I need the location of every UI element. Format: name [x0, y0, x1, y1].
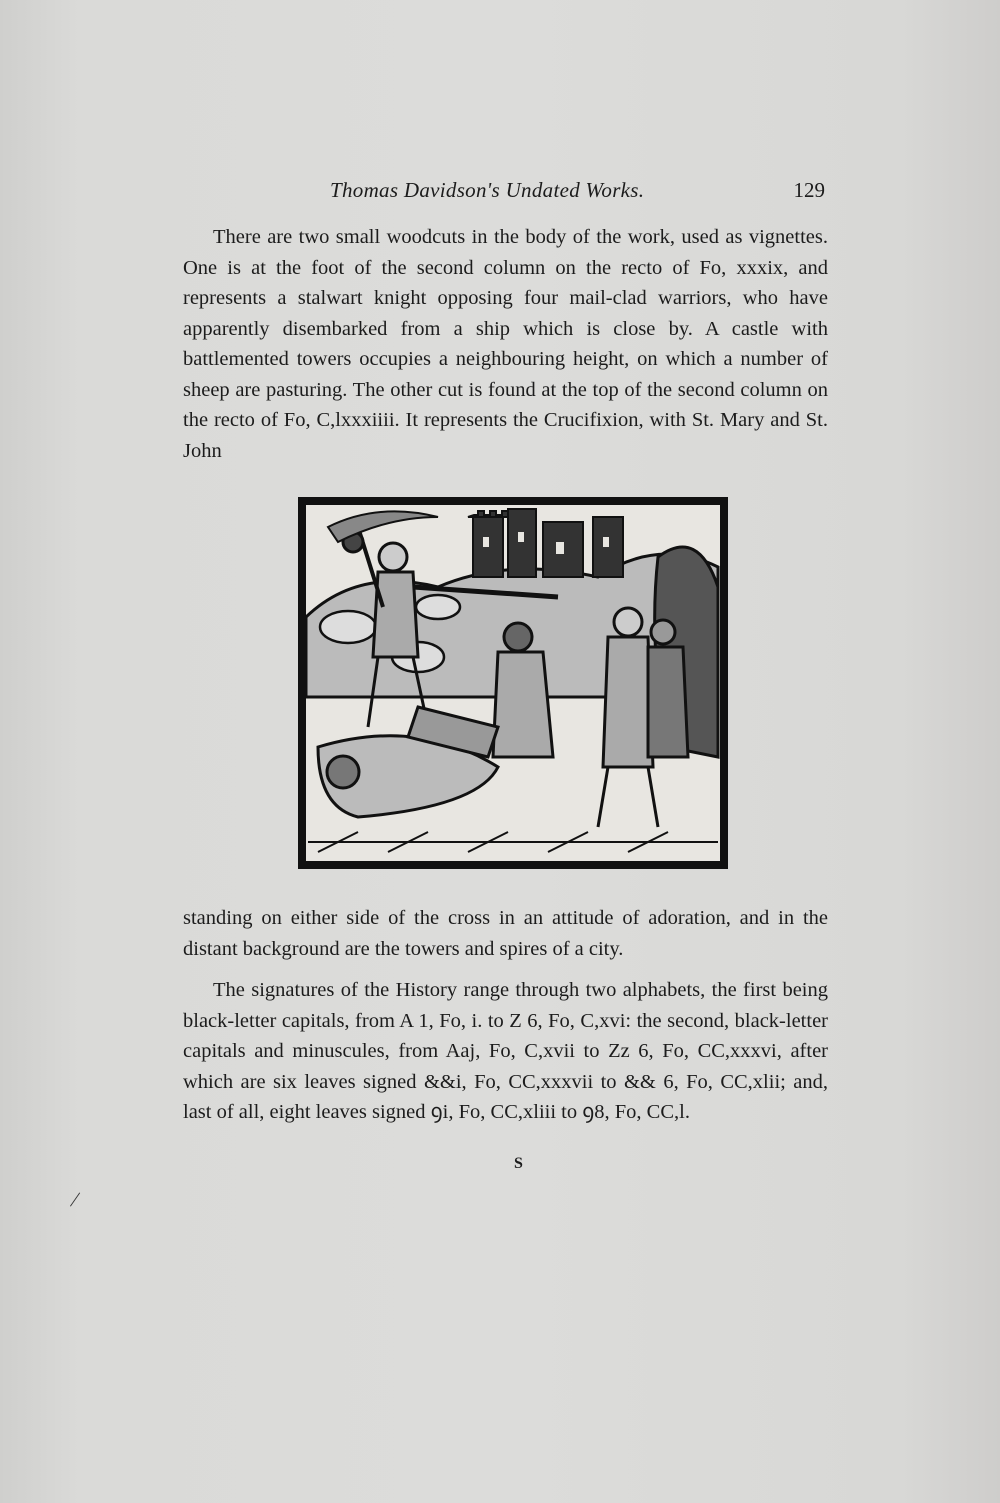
paragraph-woodcuts-description: There are two small woodcuts in the body of the work, used as vignettes. One is at the foot of the second column on the recto of Fo, xxxix, and represents a stalwart knight opposing four mail-clad warriors, who have apparently disembarked from a ship which is close by. A castle with battlemented towers occupies a neighbouring height, on which a number of sheep are pasturing. The other cut is found at the top of the second column on the recto of Fo, C,lxxxiiii. It represents the Crucifixion, with St. Mary and St. John [183, 226, 828, 462]
page-number: 129 [793, 178, 825, 202]
paragraph-continuation: standing on either side of the cross in an attitude of adoration, and in the distant background are the towers and spires of a city. [183, 907, 828, 960]
running-title: Thomas Davidson's Undated Works. [330, 178, 645, 202]
stray-mark: | [68, 1188, 84, 1208]
woodcut-illustration [298, 497, 728, 869]
signature-mark: S [514, 1155, 523, 1172]
paragraph-signatures: The signatures of the History range through two alphabets, the first being black-letter capitals, from A 1, Fo, i. to Z 6, Fo, C,xvi: the second, black-letter capitals and minuscules, from Aaj, Fo, C,xvii to Zz 6, Fo, CC,xxxvi, after which are six leaves signed &&i, Fo, CC,xxxvii to && 6, Fo, CC,xlii; and, last of all, eight leaves signed ꝯi, Fo, CC,xliii to ꝯ8, Fo, CC,l. [183, 979, 828, 1123]
running-header [185, 178, 825, 208]
